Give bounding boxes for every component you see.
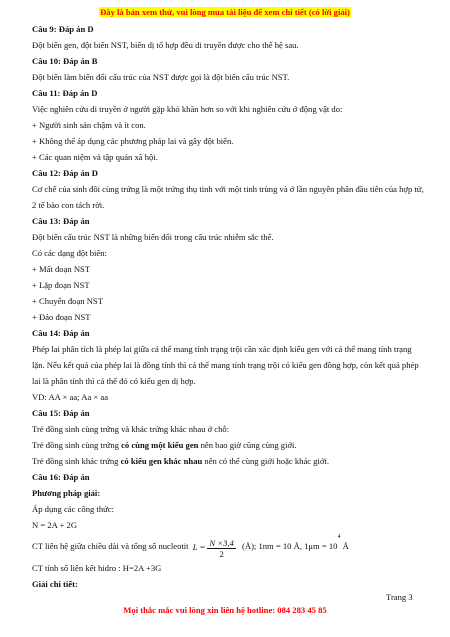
question-11-bullet: + Người sinh sản chậm và ít con. xyxy=(32,120,146,130)
hotline-banner: Mọi thắc mắc vui lòng xin liên hệ hotline: 084 283 45 85 xyxy=(123,605,327,615)
question-13-type: + Đảo đoạn NST xyxy=(32,312,91,322)
question-14-text: Phép lai phân tích là phép lai giữa cá thể mang tính trạng trội cần xác định kiểu gen với cá thể mang tính trạng lặn. Nếu kết quả của phép lai là đồng tính thì cá thể mang tính trạng trội có kiểu gen đồng hợp, còn kết quả phép lai là phân tính thì cá thể đó có kiểu gen dị hợp. xyxy=(32,344,419,386)
question-11-bullet: + Không thể áp dụng các phương pháp lai và gây đột biến. xyxy=(32,136,234,146)
question-12-text: Cơ chế của sinh đôi cùng trứng là một trứng thụ tinh với một tinh trùng và ở lần nguyên phân đầu tiên của hợp tử, 2 tế bào con tách rời. xyxy=(32,184,424,210)
method-heading: Phương pháp giải: xyxy=(32,488,101,498)
formula-hydrogen-bonds: CT tính số liên kết hidro : H=2A +3G xyxy=(32,563,162,574)
length-formula xyxy=(193,534,236,560)
answer-content xyxy=(32,21,424,592)
question-15-line-1 xyxy=(32,437,424,453)
question-13-text: Đột biến cấu trúc NST là những biến đổi trong cấu trúc nhiễm sắc thể. xyxy=(32,232,274,242)
question-16-heading: Câu 16: Đáp án xyxy=(32,472,90,482)
bold-text-run: có cùng một kiểu gen xyxy=(121,440,199,450)
question-15-heading: Câu 15: Đáp án xyxy=(32,408,90,418)
question-13-heading: Câu 13: Đáp án xyxy=(32,216,90,226)
question-13-types-intro: Có các dạng đột biến: xyxy=(32,248,107,258)
question-13-type: + Chuyển đoạn NST xyxy=(32,296,103,306)
question-12-heading: Câu 12: Đáp án D xyxy=(32,168,98,178)
question-9-text: Đột biến gen, đột biến NST, biến dị tổ hợp đều di truyền được cho thế hệ sau. xyxy=(32,40,299,50)
text-run: nên có thể cùng giới hoặc khác giới. xyxy=(202,456,330,466)
formula-lhs: L = xyxy=(192,542,206,553)
question-14-heading: Câu 14: Đáp án xyxy=(32,328,90,338)
question-15-line-2 xyxy=(32,453,424,469)
question-10-heading: Câu 10: Đáp án B xyxy=(32,56,98,66)
preview-banner xyxy=(0,7,450,17)
fraction xyxy=(207,538,235,559)
preview-banner-text: Đây là bản xem thử, vui lòng mua tài liệu để xem chi tiết (có lời giải) xyxy=(100,7,350,17)
exponent: 4 xyxy=(337,534,341,540)
text-run: CT liên hệ giữa chiều dài và tổng số nucleotit xyxy=(32,541,189,551)
method-intro: Áp dụng các công thức: xyxy=(32,504,114,514)
bold-text-run: có kiểu gen khác nhau xyxy=(120,456,203,466)
text-run: Trẻ đồng sinh cùng trứng xyxy=(32,440,122,450)
question-10-text: Đột biến làm biến đổi cấu trúc của NST được gọi là đột biến cấu trúc NST. xyxy=(32,72,290,82)
solution-heading: Giải chi tiết: xyxy=(32,579,78,590)
formula-length-line xyxy=(32,533,424,560)
text-run: (Å); 1nm = 10 Å, 1μm = 10 xyxy=(242,541,338,551)
question-14-example: VD: AA × aa; Aa × aa xyxy=(32,392,109,402)
question-9-heading: Câu 9: Đáp án D xyxy=(32,24,94,34)
text-run: Å xyxy=(340,541,349,551)
question-15-intro: Trẻ đồng sinh cùng trứng và khác trứng khác nhau ở chỗ: xyxy=(32,424,230,434)
question-11-intro: Việc nghiên cứu di truyền ở người gặp khó khăn hơn so với khi nghiên cứu ở động vật do: xyxy=(32,104,343,114)
question-11-bullet: + Các quan niệm và tập quán xã hội. xyxy=(32,152,158,162)
text-run: Trẻ đồng sinh khác trứng xyxy=(32,456,121,466)
question-13-type: + Lặp đoạn NST xyxy=(32,280,90,290)
question-11-heading: Câu 11: Đáp án D xyxy=(32,88,98,98)
fraction-denominator: 2 xyxy=(219,548,224,559)
text-run: nên bao giờ cũng cùng giới. xyxy=(198,440,297,450)
question-13-type: + Mất đoạn NST xyxy=(32,264,91,274)
page-number: Trang 3 xyxy=(386,592,413,602)
fraction-numerator: N ×3,4 xyxy=(209,537,234,548)
formula-nucleotide: N = 2A + 2G xyxy=(32,520,78,530)
